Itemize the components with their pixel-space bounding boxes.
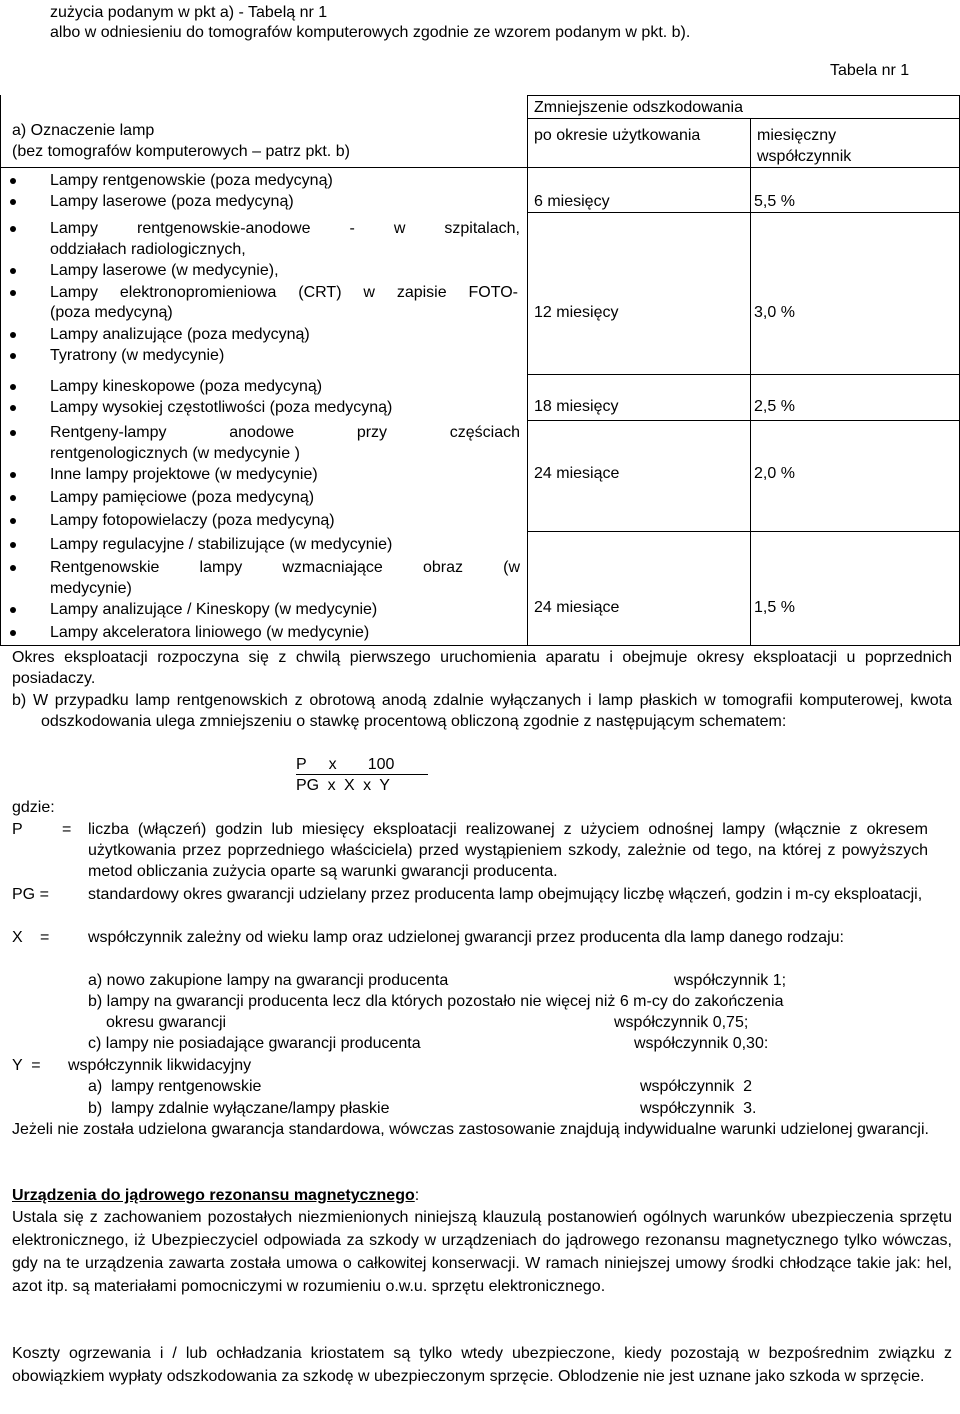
period-cell: 24 miesiące — [534, 599, 620, 616]
mri-paragraph-1: Ustala się z zachowaniem pozostałych niezmienionych niniejszą klauzulą postanowień ogólnych warunków ubezpieczenia sprzętu elektronicznego, iż Ubezpieczyciel odpowiada za szkody w urządzeniach do jądrowego rezonansu magnetycznego tylko wówczas, gdy na te urządzenia zawarta została umowa o całkowitej konserwacji. W ramach niniejszej umowy środki chłodzące takie jak: hel, azot itp. są materiałami pomocniczymi w rozumieniu o.w.u. sprzętu elektronicznego. — [12, 1209, 952, 1295]
bullet-icon — [10, 607, 16, 613]
operation-period-note: Okres eksploatacji rozpoczyna się z chwilą pierwszego uruchomienia aparatu i obejmuje okresy eksploatacji u poprzednich posiadaczy. — [12, 649, 952, 687]
def-equals: = — [62, 821, 72, 838]
lamp-item: Lampy akceleratora liniowego (w medycynie) — [50, 624, 370, 641]
lamp-item: Lampy fotopowielaczy (poza medycyną) — [50, 512, 335, 529]
bullet-icon — [10, 332, 16, 338]
lamp-item-continued: oddziałach radiologicznych, — [50, 241, 246, 258]
bullet-icon — [10, 472, 16, 478]
lamp-item: Rentgeny-lampy anodowe przy częściach — [50, 424, 520, 441]
bullet-icon — [10, 405, 16, 411]
def-x-symbol: X — [12, 929, 23, 946]
bullet-icon — [10, 290, 16, 296]
period-cell: 12 miesięcy — [534, 304, 619, 321]
coef-cell: 5,5 % — [754, 193, 795, 210]
coef-cell: 2,0 % — [754, 465, 795, 482]
bullet-icon — [10, 430, 16, 436]
lamp-item: Lampy regulacyjne / stabilizujące (w medycynie) — [50, 536, 393, 553]
lamp-item: Lampy pamięciowe (poza medycyną) — [50, 489, 315, 506]
x-option-b-coef: współczynnik 0,75; — [614, 1014, 749, 1031]
bullet-icon — [10, 384, 16, 390]
lamp-item: Tyratrony (w medycynie) — [50, 347, 225, 364]
lamp-item: Lampy analizujące (poza medycyną) — [50, 326, 310, 343]
header-coef-2: współczynnik — [757, 148, 852, 165]
formula-denominator: PG x X x Y — [296, 777, 390, 794]
gdzie-label: gdzie: — [12, 799, 55, 816]
mri-heading-text: Urządzenia do jądrowego rezonansu magnetycznego — [12, 1187, 415, 1204]
lamp-item: Lampy laserowe (w medycynie), — [50, 262, 279, 279]
bullet-icon — [10, 268, 16, 274]
bullet-icon — [10, 353, 16, 359]
bullet-icon — [10, 542, 16, 548]
period-cell: 18 miesięcy — [534, 398, 619, 415]
coef-cell: 2,5 % — [754, 398, 795, 415]
y-option-b-coef: współczynnik 3. — [640, 1100, 757, 1117]
bullet-icon — [10, 178, 16, 184]
x-option-a-coef: współczynnik 1; — [674, 972, 787, 989]
x-option-a: a) nowo zakupione lampy na gwarancji producenta — [88, 972, 449, 989]
lamp-item-continued: (poza medycyną) — [50, 304, 173, 321]
y-option-a-coef: współczynnik 2 — [640, 1078, 753, 1095]
header-group: Zmniejszenie odszkodowania — [534, 99, 743, 116]
lamp-item: Lampy elektronopromieniowa (CRT) w zapisie FOTO- — [50, 284, 518, 301]
mri-paragraph-2: Koszty ogrzewania i / lub ochładzania kriostatem są tylko wtedy ubezpieczone, kiedy pozostają w bezpośrednim związku z obowiązkiem wypłaty odszkodowania za szkodę w ubezpieczonym sprzęcie. Oblodzenie nie jest uznane jako szkoda w sprzęcie. — [12, 1345, 952, 1385]
y-option-b: b) lampy zdalnie wyłączane/lampy płaskie — [88, 1100, 390, 1117]
coef-cell: 1,5 % — [754, 599, 795, 616]
def-pg-symbol: PG = — [12, 886, 49, 903]
mri-heading-colon: : — [414, 1187, 420, 1204]
header-period: po okresie użytkowania — [534, 127, 701, 144]
def-pg-text: standardowy okres gwarancji udzielany przez producenta lamp obejmujący liczbę włączeń, godzin i m-cy eksploatacji, — [88, 886, 923, 903]
bullet-icon — [10, 565, 16, 571]
def-p-text: liczba (włączeń) godzin lub miesięcy eksploatacji realizowanej z użyciem odnośnej lampy (włącznie z okresem użytkowania przez poprzedniego właściciela) przed wystąpieniem szkody, zależnie od tego, na której z powyższych metod obliczania zużycia oparte są warunki gwarancji producenta. — [88, 821, 928, 880]
section-b-text: b) W przypadku lamp rentgenowskich z obrotową anodą zdalnie wyłączanych i lamp płaskich w tomografii komputerowej, kwota odszkodowania ulega zmniejszeniu o stawkę procentową obliczoną zgodnie z następującym schematem: — [12, 692, 952, 730]
y-option-a: a) lampy rentgenowskie — [88, 1078, 262, 1095]
header-designation-2: (bez tomografów komputerowych – patrz pkt. b) — [12, 143, 350, 160]
lamp-item: Lampy wysokiej częstotliwości (poza medycyną) — [50, 399, 393, 416]
header-coef-1: miesięczny — [757, 127, 837, 144]
def-p-symbol: P — [12, 821, 23, 838]
lamp-item-continued: medycynie) — [50, 580, 132, 597]
no-warranty-note: Jeżeli nie została udzielona gwarancja standardowa, wówczas zastosowanie znajdują indywidualne warunki udzielonej gwarancji. — [12, 1121, 929, 1138]
lamp-item: Lampy rentgenowskie-anodowe - w szpitalach, — [50, 220, 520, 237]
lamp-item: Lampy kineskopowe (poza medycyną) — [50, 378, 323, 395]
lamp-item: Lampy rentgenowskie (poza medycyną) — [50, 172, 333, 189]
lamp-item: Lampy analizujące / Kineskopy (w medycynie) — [50, 601, 378, 618]
table-caption: Tabela nr 1 — [830, 62, 910, 79]
bullet-icon — [10, 518, 16, 524]
header-designation-1: a) Oznaczenie lamp — [12, 122, 155, 139]
lamp-item: Inne lampy projektowe (w medycynie) — [50, 466, 318, 483]
formula-numerator: P x 100 — [296, 756, 395, 773]
intro-line-2: albo w odniesieniu do tomografów komputerowych zgodnie ze wzorem podanym w pkt. b). — [50, 24, 691, 41]
period-cell: 6 miesięcy — [534, 193, 610, 210]
def-y-text: współczynnik likwidacyjny — [68, 1057, 252, 1074]
bullet-icon — [10, 495, 16, 501]
def-x-text: współczynnik zależny od wieku lamp oraz udzielonej gwarancji przez producenta dla lamp danego rodzaju: — [88, 929, 844, 946]
bullet-icon — [10, 226, 16, 232]
def-equals: = — [40, 929, 50, 946]
mri-heading — [12, 1185, 419, 1206]
intro-line-1: zużycia podanym w pkt a) - Tabelą nr 1 — [50, 4, 328, 21]
lamp-item-continued: rentgenologicznych (w medycynie ) — [50, 445, 300, 462]
x-option-b: b) lampy na gwarancji producenta lecz dla których pozostało nie więcej niż 6 m-cy do zakończenia — [88, 993, 784, 1010]
x-option-c: c) lampy nie posiadające gwarancji producenta — [88, 1035, 421, 1052]
lamp-item: Lampy laserowe (poza medycyną) — [50, 193, 294, 210]
x-option-b-cont: okresu gwarancji — [106, 1014, 227, 1031]
coef-cell: 3,0 % — [754, 304, 795, 321]
bullet-icon — [10, 199, 16, 205]
def-y-symbol: Y = — [12, 1057, 41, 1074]
bullet-icon — [10, 630, 16, 636]
lamp-item: Rentgenowskie lampy wzmacniające obraz (w — [50, 559, 520, 576]
period-cell: 24 miesiące — [534, 465, 620, 482]
x-option-c-coef: współczynnik 0,30: — [634, 1035, 769, 1052]
